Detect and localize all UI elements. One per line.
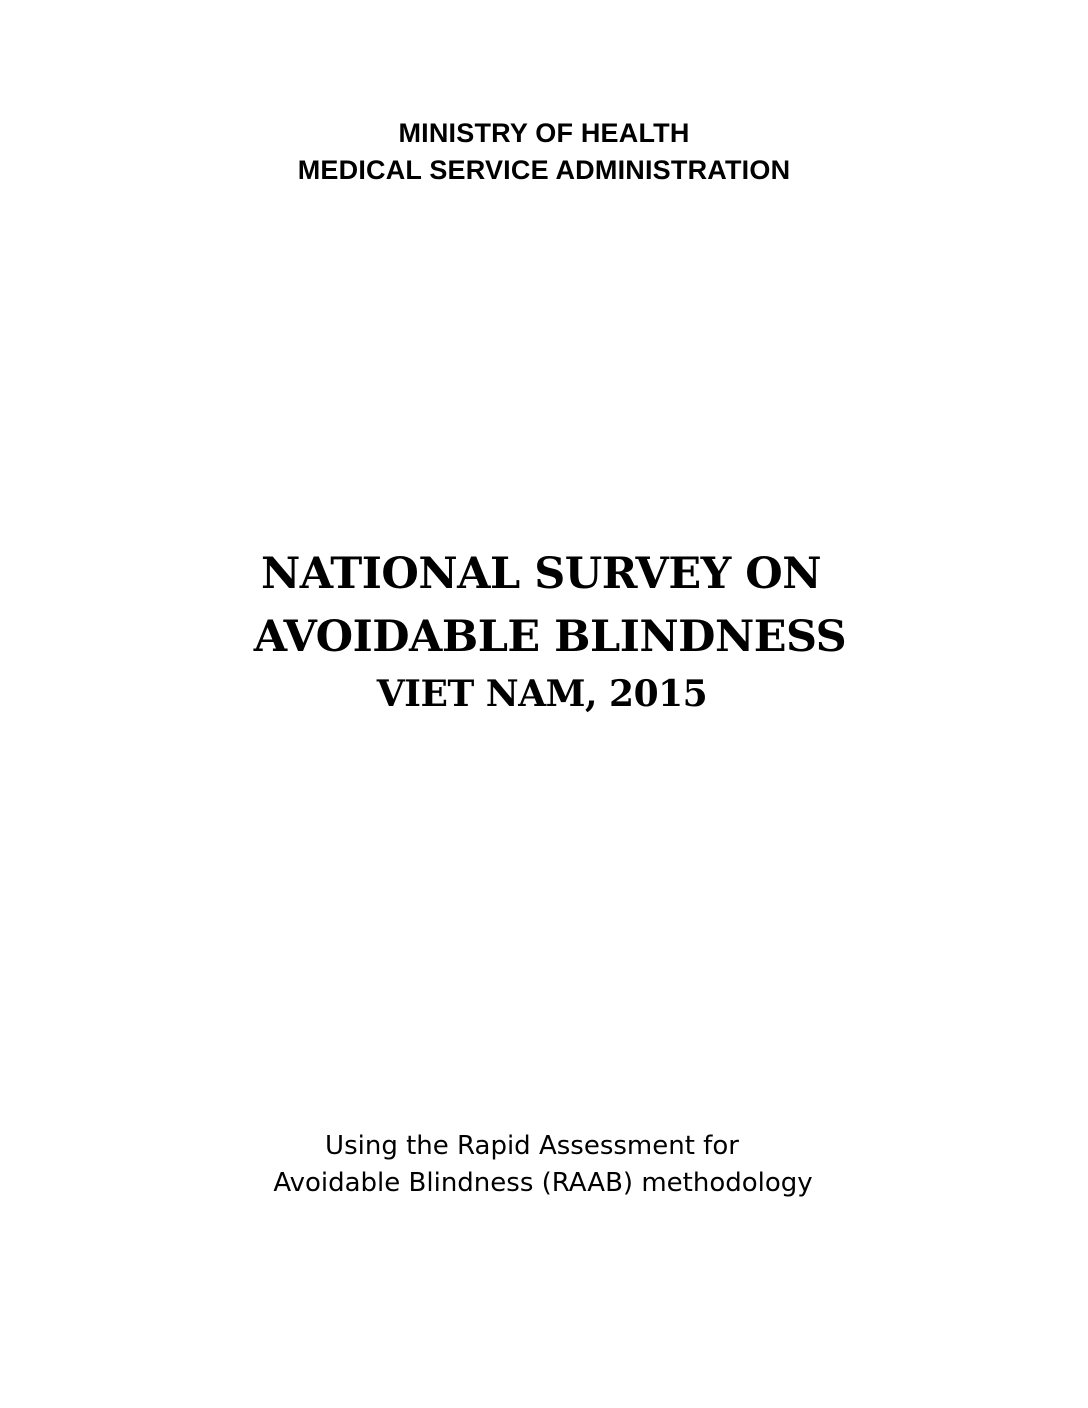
report-title-line-2: AVOIDABLE BLINDNESS xyxy=(253,612,847,662)
report-title-line-1: NATIONAL SURVEY ON xyxy=(260,549,822,599)
ministry-name: MINISTRY OF HEALTH xyxy=(398,118,690,148)
report-title-line-3: VIET NAM, 2015 xyxy=(376,673,708,715)
methodology-line-2: Avoidable Blindness (RAAB) methodology xyxy=(273,1168,813,1198)
methodology-line-1: Using the Rapid Assessment for xyxy=(325,1131,739,1161)
administration-name: MEDICAL SERVICE ADMINISTRATION xyxy=(297,155,791,185)
